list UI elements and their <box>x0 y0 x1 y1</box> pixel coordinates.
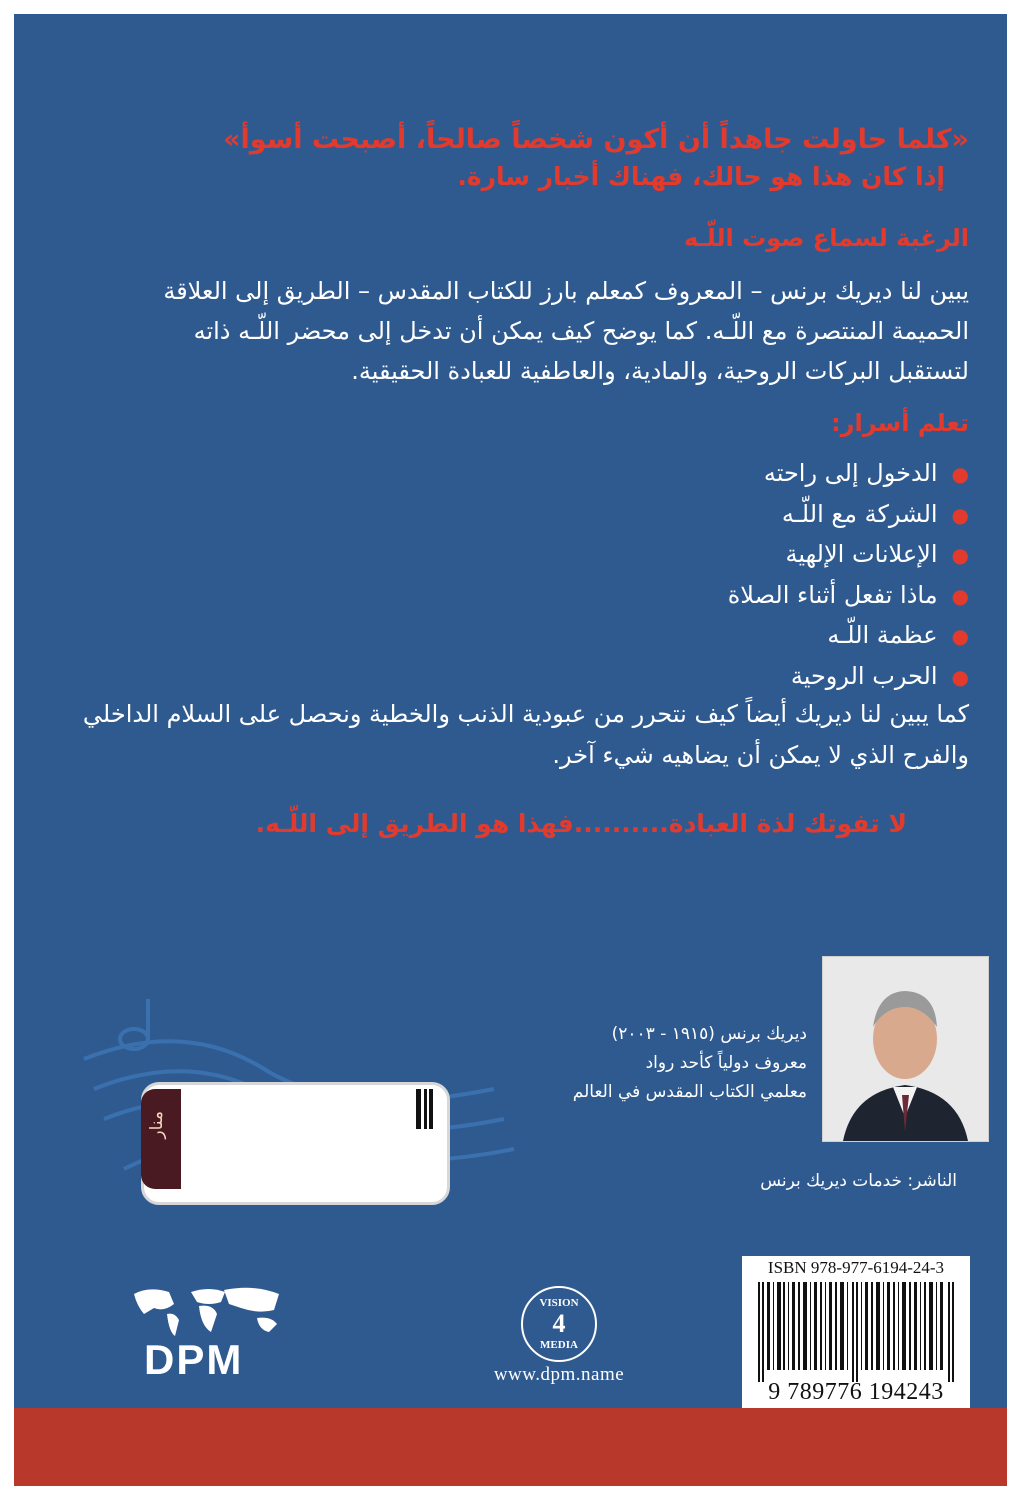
closing-line: لا تفوتك لذة العبادة..........فهذا هو الطريق إلى اللّـه. <box>255 809 907 838</box>
sticker-code-icon <box>414 1089 434 1129</box>
dpm-logo: DPM <box>144 1336 244 1383</box>
vision-logo-number: 4 <box>552 1309 566 1338</box>
author-info <box>573 1020 807 1107</box>
quote-line-2: إذا كان هذا هو حالك، فهناك أخبار سارة. <box>457 162 945 191</box>
secrets-list <box>728 454 969 697</box>
vision-4-media-logo <box>519 1284 599 1364</box>
list-item: ●عظمة اللّـه <box>728 616 969 657</box>
bullet-icon: ● <box>951 502 969 527</box>
author-description-2: معلمي الكتاب المقدس في العالم <box>572 1082 807 1102</box>
world-map-icon <box>129 1284 289 1339</box>
author-portrait-icon <box>823 957 988 1141</box>
author-name-years: ديريك برنس (١٩١٥ - ٢٠٠٣) <box>611 1024 807 1044</box>
second-paragraph: كما يبين لنا ديريك أيضاً كيف نتحرر من عبودية الذنب والخطية ونحصل على السلام الداخلي والفرح الذي لا يمكن أن يضاهيه شيء آخر. <box>82 700 969 769</box>
library-tag <box>141 1089 181 1189</box>
bullet-icon: ● <box>951 462 969 486</box>
library-tag-label: منار <box>147 1111 167 1139</box>
vision-logo-top: VISION <box>539 1297 579 1309</box>
publisher-line: الناشر: خدمات ديريك برنس <box>760 1171 957 1191</box>
barcode-icon <box>752 1282 960 1382</box>
bullet-icon: ● <box>951 583 969 608</box>
author-photo <box>822 956 989 1142</box>
list-item: ●ماذا تفعل أثناء الصلاة <box>728 576 969 617</box>
price-sticker <box>141 1082 450 1205</box>
intro-paragraph: يبين لنا ديريك برنس – المعروف كمعلم بارز للكتاب المقدس – الطريق إلى العلاقة الحميمة المنتصرة مع اللّـه. كما يوضح كيف يمكن أن تدخل إلى محضر اللّـه ذاته لتستقبل البركات الروحية، والمادية، والعاطفية للعبادة الحقيقية. <box>163 277 969 385</box>
heading-desire: الرغبة لسماع صوت اللّـه <box>683 224 969 252</box>
book-back-cover <box>14 14 1007 1486</box>
bottom-band <box>14 1408 1007 1486</box>
vision-logo-bottom: MEDIA <box>540 1339 578 1351</box>
isbn-text: ISBN 978-977-6194-24-3 <box>767 1258 945 1277</box>
list-item: ●الحرب الروحية <box>728 657 969 698</box>
isbn-barcode <box>742 1256 970 1408</box>
list-item: ●الإعلانات الإلهية <box>728 535 969 576</box>
list-item: ●الشركة مع اللّـه <box>728 495 969 536</box>
heading-secrets: تعلم أسرار: <box>831 409 969 437</box>
author-description-1: معروف دولياً كأحد رواد <box>645 1053 807 1073</box>
bullet-icon: ● <box>951 543 969 567</box>
bullet-icon: ● <box>951 664 969 689</box>
quote-line-1: «كلما حاولت جاهداً أن أكون شخصاً صالحاً، أصبحت أسوأ» <box>223 124 969 155</box>
website-url: www.dpm.name <box>493 1364 625 1385</box>
list-item: ●الدخول إلى راحته <box>728 454 969 495</box>
ean-digits: 9 789776 194243 <box>768 1379 944 1405</box>
bullet-icon: ● <box>951 624 969 648</box>
